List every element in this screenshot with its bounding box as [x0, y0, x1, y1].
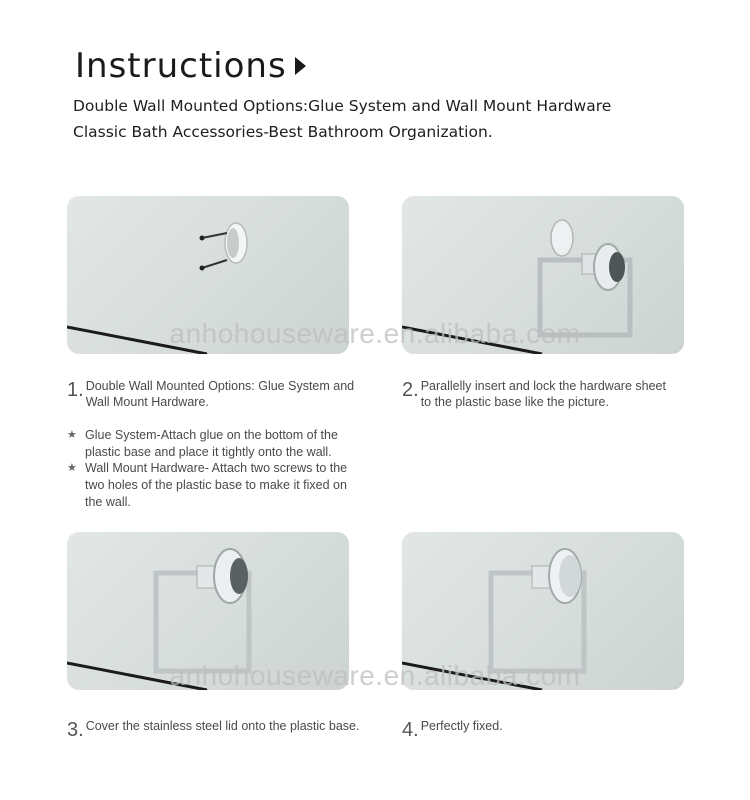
step-3-text	[67, 718, 359, 740]
step-1-text	[67, 378, 354, 410]
title-text: Instructions	[75, 46, 287, 86]
subtitle-line-1: Double Wall Mounted Options:Glue System and Wall Mount Hardware	[73, 97, 612, 115]
play-arrow-icon	[295, 57, 306, 75]
subtitle-line-2: Classic Bath Accessories-Best Bathroom Organization.	[73, 123, 493, 141]
star-icon: ★	[67, 429, 77, 441]
step-4-text	[402, 718, 503, 740]
step-2-description: Parallelly insert and lock the hardware sheet to the plastic base like the picture.	[420, 379, 666, 409]
step-4-number: 4.	[402, 719, 419, 741]
step-1-number: 1.	[67, 379, 84, 401]
step-3-number: 3.	[67, 719, 84, 741]
note-glue-text: Glue System-Attach glue on the bottom of the plastic base and place it tightly onto the wall.	[85, 428, 338, 459]
step-3-description: Cover the stainless steel lid onto the plastic base.	[85, 719, 360, 733]
step-4-description: Perfectly fixed.	[420, 719, 503, 733]
step-1-description: Double Wall Mounted Options: Glue System and Wall Mount Hardware.	[85, 379, 355, 409]
step-2-text	[402, 378, 666, 410]
watermark-bottom: anhohouseware.en.alibaba.com	[169, 660, 581, 691]
step-2-number: 2.	[402, 379, 419, 401]
watermark-top: anhohouseware.en.alibaba.com	[169, 318, 581, 349]
star-icon: ★	[67, 462, 77, 474]
page-title	[75, 46, 306, 86]
note-glue-system	[67, 427, 338, 461]
note-wall-hardware	[67, 460, 347, 511]
note-hardware-text: Wall Mount Hardware- Attach two screws to the two holes of the plastic base to make it fixed on the wall.	[85, 461, 348, 509]
